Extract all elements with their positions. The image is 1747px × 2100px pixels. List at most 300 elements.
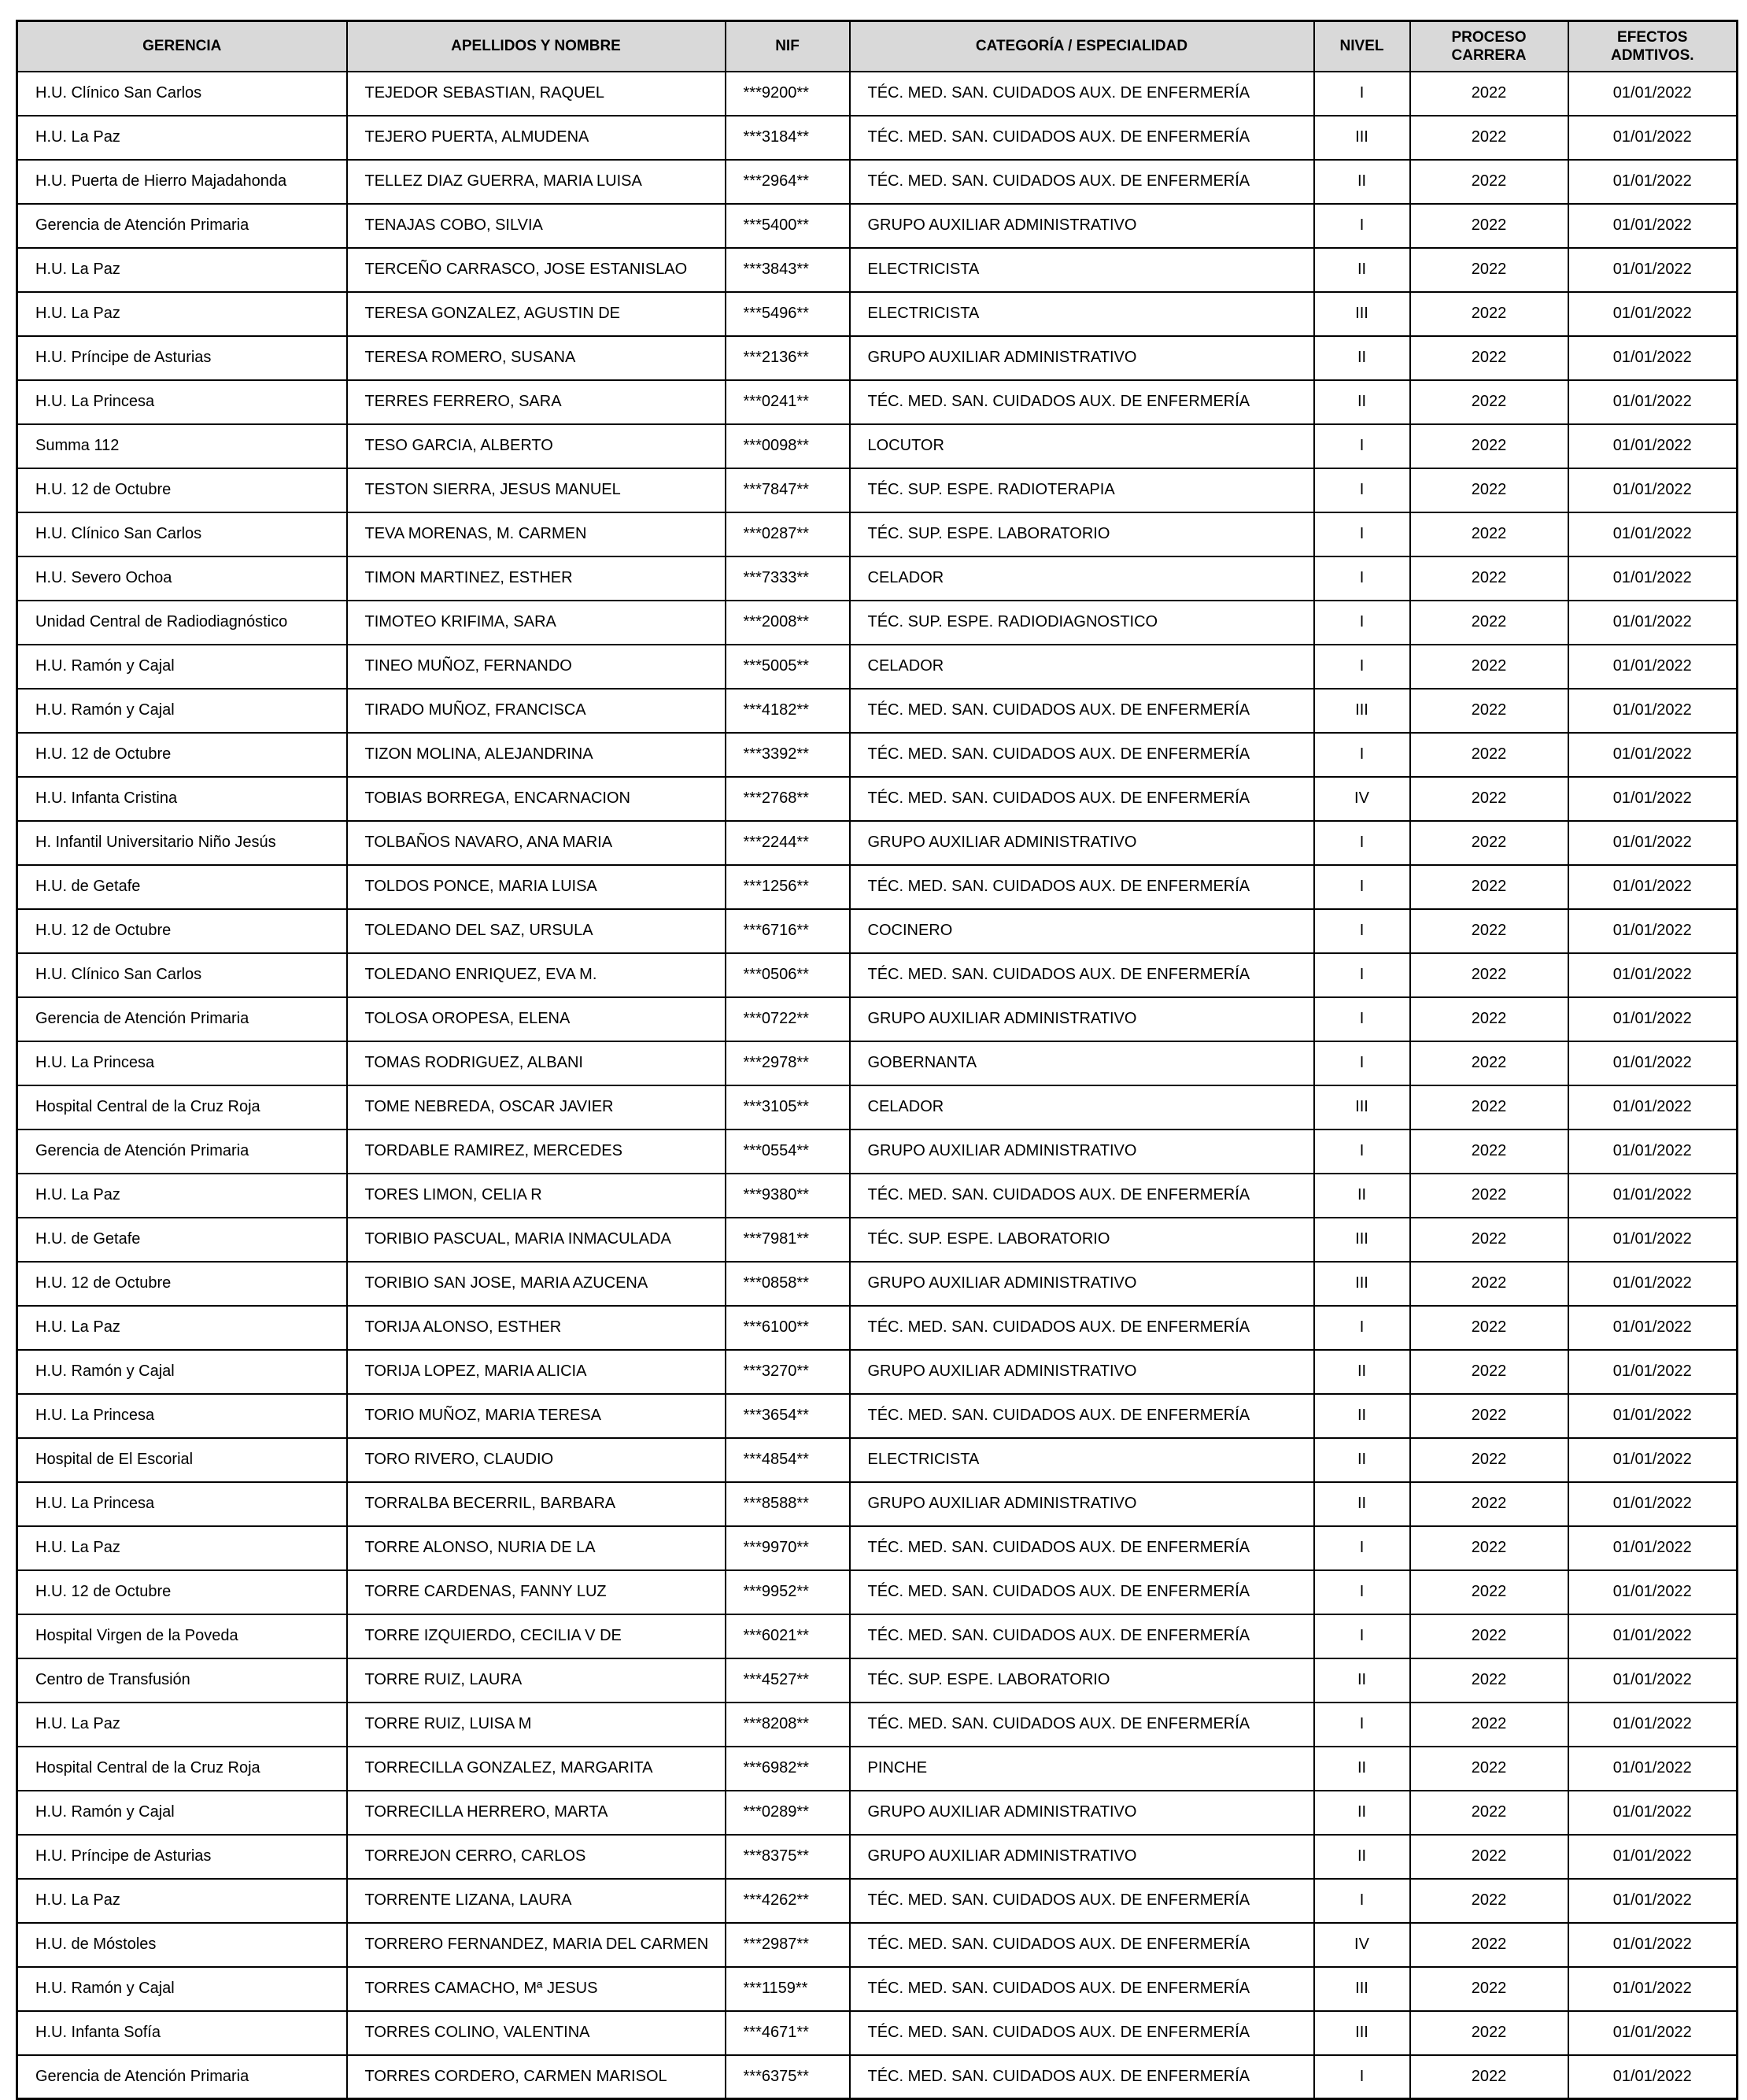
cell-nombre: TIMOTEO KRIFIMA, SARA	[347, 601, 726, 645]
cell-proceso: 2022	[1410, 1174, 1568, 1218]
cell-nif: ***4262**	[726, 1879, 850, 1923]
cell-nivel: I	[1314, 909, 1410, 953]
cell-gerencia: H.U. La Princesa	[17, 1394, 347, 1438]
cell-nombre: TENAJAS COBO, SILVIA	[347, 204, 726, 248]
cell-nivel: III	[1314, 116, 1410, 160]
cell-efectos: 01/01/2022	[1568, 1614, 1738, 1658]
table-header-row	[17, 21, 1738, 72]
header-proceso-line1: PROCESO	[1451, 28, 1527, 46]
cell-gerencia: H.U. 12 de Octubre	[17, 1570, 347, 1614]
cell-nivel: III	[1314, 1967, 1410, 2011]
cell-efectos: 01/01/2022	[1568, 1129, 1738, 1174]
cell-categoria: TÉC. MED. SAN. CUIDADOS AUX. DE ENFERMERÍA	[850, 1879, 1314, 1923]
table-row	[17, 1041, 1738, 1085]
cell-efectos: 01/01/2022	[1568, 1394, 1738, 1438]
cell-nif: ***3843**	[726, 248, 850, 292]
cell-categoria: TÉC. MED. SAN. CUIDADOS AUX. DE ENFERMERÍA	[850, 1306, 1314, 1350]
cell-categoria: TÉC. MED. SAN. CUIDADOS AUX. DE ENFERMERÍA	[850, 953, 1314, 997]
table-row	[17, 424, 1738, 468]
cell-nivel: III	[1314, 689, 1410, 733]
cell-efectos: 01/01/2022	[1568, 336, 1738, 380]
cell-efectos: 01/01/2022	[1568, 1703, 1738, 1747]
table-row	[17, 1658, 1738, 1703]
cell-nif: ***9952**	[726, 1570, 850, 1614]
table-row	[17, 1703, 1738, 1747]
cell-nivel: III	[1314, 1085, 1410, 1129]
cell-nombre: TESTON SIERRA, JESUS MANUEL	[347, 468, 726, 512]
cell-categoria: TÉC. SUP. ESPE. LABORATORIO	[850, 1218, 1314, 1262]
cell-nivel: I	[1314, 1129, 1410, 1174]
cell-proceso: 2022	[1410, 116, 1568, 160]
cell-nif: ***8208**	[726, 1703, 850, 1747]
cell-efectos: 01/01/2022	[1568, 953, 1738, 997]
cell-proceso: 2022	[1410, 292, 1568, 336]
cell-categoria: GRUPO AUXILIAR ADMINISTRATIVO	[850, 204, 1314, 248]
header-proceso-line2: CARRERA	[1451, 46, 1527, 64]
table-body	[17, 72, 1738, 2099]
cell-nivel: I	[1314, 512, 1410, 556]
cell-categoria: CELADOR	[850, 1085, 1314, 1129]
cell-nivel: I	[1314, 1614, 1410, 1658]
cell-nif: ***0098**	[726, 424, 850, 468]
cell-categoria: TÉC. MED. SAN. CUIDADOS AUX. DE ENFERMERÍA	[850, 1614, 1314, 1658]
cell-nif: ***5400**	[726, 204, 850, 248]
cell-nif: ***3654**	[726, 1394, 850, 1438]
table-row	[17, 204, 1738, 248]
cell-nif: ***2244**	[726, 821, 850, 865]
cell-nombre: TORREJON CERRO, CARLOS	[347, 1835, 726, 1879]
cell-gerencia: H.U. de Getafe	[17, 865, 347, 909]
cell-nivel: II	[1314, 1394, 1410, 1438]
cell-nombre: TORRECILLA HERRERO, MARTA	[347, 1791, 726, 1835]
cell-nombre: TOLOSA OROPESA, ELENA	[347, 997, 726, 1041]
cell-nombre: TORRE RUIZ, LUISA M	[347, 1703, 726, 1747]
cell-nivel: II	[1314, 160, 1410, 204]
cell-nivel: II	[1314, 1658, 1410, 1703]
cell-categoria: GRUPO AUXILIAR ADMINISTRATIVO	[850, 1791, 1314, 1835]
cell-proceso: 2022	[1410, 1394, 1568, 1438]
cell-proceso: 2022	[1410, 733, 1568, 777]
cell-nif: ***0722**	[726, 997, 850, 1041]
table-row	[17, 512, 1738, 556]
cell-nif: ***4527**	[726, 1658, 850, 1703]
cell-efectos: 01/01/2022	[1568, 1262, 1738, 1306]
cell-nombre: TORRE ALONSO, NURIA DE LA	[347, 1526, 726, 1570]
cell-nif: ***9380**	[726, 1174, 850, 1218]
cell-nombre: TERCEÑO CARRASCO, JOSE ESTANISLAO	[347, 248, 726, 292]
cell-nif: ***3392**	[726, 733, 850, 777]
cell-categoria: TÉC. MED. SAN. CUIDADOS AUX. DE ENFERMERÍA	[850, 865, 1314, 909]
cell-nivel: II	[1314, 336, 1410, 380]
table-row	[17, 733, 1738, 777]
cell-gerencia: Gerencia de Atención Primaria	[17, 1129, 347, 1174]
cell-proceso: 2022	[1410, 556, 1568, 601]
cell-efectos: 01/01/2022	[1568, 1174, 1738, 1218]
cell-categoria: TÉC. MED. SAN. CUIDADOS AUX. DE ENFERMERÍA	[850, 1967, 1314, 2011]
cell-nivel: II	[1314, 1174, 1410, 1218]
cell-proceso: 2022	[1410, 1218, 1568, 1262]
cell-nivel: III	[1314, 1218, 1410, 1262]
cell-gerencia: Summa 112	[17, 424, 347, 468]
cell-efectos: 01/01/2022	[1568, 72, 1738, 116]
cell-gerencia: H.U. 12 de Octubre	[17, 909, 347, 953]
header-gerencia: GERENCIA	[17, 21, 347, 72]
cell-nombre: TELLEZ DIAZ GUERRA, MARIA LUISA	[347, 160, 726, 204]
cell-categoria: TÉC. MED. SAN. CUIDADOS AUX. DE ENFERMERÍA	[850, 1526, 1314, 1570]
cell-nif: ***1256**	[726, 865, 850, 909]
cell-nivel: I	[1314, 556, 1410, 601]
cell-nif: ***6100**	[726, 1306, 850, 1350]
cell-proceso: 2022	[1410, 204, 1568, 248]
cell-categoria: TÉC. SUP. ESPE. RADIODIAGNOSTICO	[850, 601, 1314, 645]
cell-gerencia: Hospital Central de la Cruz Roja	[17, 1085, 347, 1129]
cell-nombre: TORO RIVERO, CLAUDIO	[347, 1438, 726, 1482]
cell-nombre: TIMON MARTINEZ, ESTHER	[347, 556, 726, 601]
cell-gerencia: H.U. 12 de Octubre	[17, 733, 347, 777]
cell-nombre: TINEO MUÑOZ, FERNANDO	[347, 645, 726, 689]
table-row	[17, 1791, 1738, 1835]
cell-gerencia: Gerencia de Atención Primaria	[17, 2055, 347, 2099]
cell-efectos: 01/01/2022	[1568, 468, 1738, 512]
table-row	[17, 468, 1738, 512]
cell-nivel: II	[1314, 1747, 1410, 1791]
cell-proceso: 2022	[1410, 1438, 1568, 1482]
cell-nombre: TORIBIO PASCUAL, MARIA INMACULADA	[347, 1218, 726, 1262]
cell-categoria: TÉC. MED. SAN. CUIDADOS AUX. DE ENFERMERÍA	[850, 116, 1314, 160]
cell-proceso: 2022	[1410, 1041, 1568, 1085]
cell-nombre: TORRES COLINO, VALENTINA	[347, 2011, 726, 2055]
table-row	[17, 1262, 1738, 1306]
cell-nombre: TERESA GONZALEZ, AGUSTIN DE	[347, 292, 726, 336]
cell-gerencia: H.U. La Paz	[17, 1526, 347, 1570]
cell-nif: ***0289**	[726, 1791, 850, 1835]
cell-efectos: 01/01/2022	[1568, 204, 1738, 248]
cell-categoria: ELECTRICISTA	[850, 292, 1314, 336]
cell-nivel: I	[1314, 645, 1410, 689]
cell-nombre: TOME NEBREDA, OSCAR JAVIER	[347, 1085, 726, 1129]
cell-efectos: 01/01/2022	[1568, 1923, 1738, 1967]
cell-categoria: GRUPO AUXILIAR ADMINISTRATIVO	[850, 1835, 1314, 1879]
cell-categoria: TÉC. MED. SAN. CUIDADOS AUX. DE ENFERMERÍA	[850, 1174, 1314, 1218]
cell-nivel: II	[1314, 380, 1410, 424]
table-row	[17, 116, 1738, 160]
table-row	[17, 1879, 1738, 1923]
cell-nivel: I	[1314, 72, 1410, 116]
cell-nombre: TEJEDOR SEBASTIAN, RAQUEL	[347, 72, 726, 116]
cell-gerencia: H.U. 12 de Octubre	[17, 1262, 347, 1306]
cell-proceso: 2022	[1410, 601, 1568, 645]
cell-categoria: PINCHE	[850, 1747, 1314, 1791]
cell-nif: ***6716**	[726, 909, 850, 953]
table-row	[17, 292, 1738, 336]
cell-categoria: TÉC. SUP. ESPE. LABORATORIO	[850, 1658, 1314, 1703]
cell-efectos: 01/01/2022	[1568, 1041, 1738, 1085]
table-row	[17, 777, 1738, 821]
cell-nivel: IV	[1314, 1923, 1410, 1967]
table-row	[17, 72, 1738, 116]
header-proceso	[1410, 21, 1568, 72]
cell-gerencia: H. Infantil Universitario Niño Jesús	[17, 821, 347, 865]
cell-nivel: I	[1314, 2055, 1410, 2099]
cell-categoria: GRUPO AUXILIAR ADMINISTRATIVO	[850, 1262, 1314, 1306]
cell-categoria: ELECTRICISTA	[850, 248, 1314, 292]
cell-nombre: TORRES CAMACHO, Mª JESUS	[347, 1967, 726, 2011]
cell-nif: ***8588**	[726, 1482, 850, 1526]
table-row	[17, 1438, 1738, 1482]
cell-efectos: 01/01/2022	[1568, 865, 1738, 909]
cell-nombre: TOLBAÑOS NAVARO, ANA MARIA	[347, 821, 726, 865]
cell-proceso: 2022	[1410, 1614, 1568, 1658]
cell-gerencia: H.U. Príncipe de Asturias	[17, 1835, 347, 1879]
cell-nif: ***7333**	[726, 556, 850, 601]
cell-proceso: 2022	[1410, 689, 1568, 733]
cell-proceso: 2022	[1410, 1570, 1568, 1614]
cell-nif: ***5005**	[726, 645, 850, 689]
cell-proceso: 2022	[1410, 468, 1568, 512]
cell-gerencia: H.U. Ramón y Cajal	[17, 645, 347, 689]
cell-nif: ***2136**	[726, 336, 850, 380]
cell-efectos: 01/01/2022	[1568, 1791, 1738, 1835]
header-nombre: APELLIDOS Y NOMBRE	[347, 21, 726, 72]
cell-nombre: TERESA ROMERO, SUSANA	[347, 336, 726, 380]
cell-efectos: 01/01/2022	[1568, 1306, 1738, 1350]
cell-proceso: 2022	[1410, 1526, 1568, 1570]
cell-efectos: 01/01/2022	[1568, 2055, 1738, 2099]
cell-proceso: 2022	[1410, 1658, 1568, 1703]
cell-proceso: 2022	[1410, 1085, 1568, 1129]
cell-nombre: TORRE RUIZ, LAURA	[347, 1658, 726, 1703]
cell-efectos: 01/01/2022	[1568, 1879, 1738, 1923]
cell-categoria: TÉC. MED. SAN. CUIDADOS AUX. DE ENFERMERÍA	[850, 72, 1314, 116]
cell-categoria: LOCUTOR	[850, 424, 1314, 468]
cell-proceso: 2022	[1410, 1835, 1568, 1879]
table-row	[17, 248, 1738, 292]
cell-nivel: I	[1314, 424, 1410, 468]
cell-efectos: 01/01/2022	[1568, 292, 1738, 336]
cell-proceso: 2022	[1410, 1967, 1568, 2011]
cell-nivel: II	[1314, 1438, 1410, 1482]
personnel-table	[16, 20, 1738, 2100]
cell-gerencia: H.U. Ramón y Cajal	[17, 1791, 347, 1835]
cell-efectos: 01/01/2022	[1568, 777, 1738, 821]
cell-nombre: TORRES CORDERO, CARMEN MARISOL	[347, 2055, 726, 2099]
cell-nif: ***8375**	[726, 1835, 850, 1879]
table-row	[17, 909, 1738, 953]
header-efectos	[1568, 21, 1738, 72]
cell-nombre: TOLDOS PONCE, MARIA LUISA	[347, 865, 726, 909]
cell-nombre: TOMAS RODRIGUEZ, ALBANI	[347, 1041, 726, 1085]
cell-gerencia: H.U. Ramón y Cajal	[17, 689, 347, 733]
cell-gerencia: H.U. Infanta Sofía	[17, 2011, 347, 2055]
table-row	[17, 601, 1738, 645]
cell-efectos: 01/01/2022	[1568, 1438, 1738, 1482]
cell-efectos: 01/01/2022	[1568, 1085, 1738, 1129]
cell-nivel: I	[1314, 1306, 1410, 1350]
cell-categoria: TÉC. SUP. ESPE. RADIOTERAPIA	[850, 468, 1314, 512]
cell-nombre: TORRECILLA GONZALEZ, MARGARITA	[347, 1747, 726, 1791]
cell-proceso: 2022	[1410, 1262, 1568, 1306]
cell-gerencia: H.U. de Getafe	[17, 1218, 347, 1262]
cell-proceso: 2022	[1410, 424, 1568, 468]
cell-nivel: I	[1314, 468, 1410, 512]
table-row	[17, 865, 1738, 909]
cell-gerencia: H.U. de Móstoles	[17, 1923, 347, 1967]
cell-gerencia: H.U. La Princesa	[17, 380, 347, 424]
cell-efectos: 01/01/2022	[1568, 821, 1738, 865]
cell-gerencia: H.U. La Paz	[17, 1306, 347, 1350]
cell-proceso: 2022	[1410, 336, 1568, 380]
cell-efectos: 01/01/2022	[1568, 160, 1738, 204]
table-row	[17, 953, 1738, 997]
cell-categoria: TÉC. MED. SAN. CUIDADOS AUX. DE ENFERMERÍA	[850, 160, 1314, 204]
cell-gerencia: H.U. La Paz	[17, 1703, 347, 1747]
cell-nif: ***9200**	[726, 72, 850, 116]
cell-nif: ***3270**	[726, 1350, 850, 1394]
cell-nivel: I	[1314, 1703, 1410, 1747]
cell-nombre: TIRADO MUÑOZ, FRANCISCA	[347, 689, 726, 733]
cell-proceso: 2022	[1410, 1129, 1568, 1174]
cell-nivel: I	[1314, 1570, 1410, 1614]
cell-proceso: 2022	[1410, 1791, 1568, 1835]
table-row	[17, 1967, 1738, 2011]
table-row	[17, 1923, 1738, 1967]
cell-nombre: TORIJA LOPEZ, MARIA ALICIA	[347, 1350, 726, 1394]
cell-proceso: 2022	[1410, 821, 1568, 865]
cell-gerencia: H.U. La Paz	[17, 248, 347, 292]
cell-proceso: 2022	[1410, 1350, 1568, 1394]
cell-nombre: TOBIAS BORREGA, ENCARNACION	[347, 777, 726, 821]
cell-proceso: 2022	[1410, 1306, 1568, 1350]
cell-nif: ***4671**	[726, 2011, 850, 2055]
cell-efectos: 01/01/2022	[1568, 1526, 1738, 1570]
cell-gerencia: H.U. Príncipe de Asturias	[17, 336, 347, 380]
cell-nif: ***2768**	[726, 777, 850, 821]
cell-nif: ***6982**	[726, 1747, 850, 1791]
cell-nivel: II	[1314, 1835, 1410, 1879]
cell-nivel: I	[1314, 821, 1410, 865]
table-row	[17, 1394, 1738, 1438]
table-row	[17, 689, 1738, 733]
cell-gerencia: H.U. La Paz	[17, 1879, 347, 1923]
cell-nif: ***6021**	[726, 1614, 850, 1658]
cell-nombre: TEVA MORENAS, M. CARMEN	[347, 512, 726, 556]
cell-efectos: 01/01/2022	[1568, 380, 1738, 424]
cell-gerencia: H.U. Clínico San Carlos	[17, 72, 347, 116]
cell-proceso: 2022	[1410, 1923, 1568, 1967]
cell-proceso: 2022	[1410, 248, 1568, 292]
cell-categoria: TÉC. MED. SAN. CUIDADOS AUX. DE ENFERMERÍA	[850, 689, 1314, 733]
cell-proceso: 2022	[1410, 1879, 1568, 1923]
cell-nombre: TIZON MOLINA, ALEJANDRINA	[347, 733, 726, 777]
cell-proceso: 2022	[1410, 160, 1568, 204]
cell-nombre: TORDABLE RAMIREZ, MERCEDES	[347, 1129, 726, 1174]
cell-categoria: GOBERNANTA	[850, 1041, 1314, 1085]
cell-efectos: 01/01/2022	[1568, 116, 1738, 160]
cell-efectos: 01/01/2022	[1568, 2011, 1738, 2055]
table-row	[17, 380, 1738, 424]
cell-nombre: TOLEDANO DEL SAZ, URSULA	[347, 909, 726, 953]
cell-nivel: I	[1314, 865, 1410, 909]
cell-nombre: TORRERO FERNANDEZ, MARIA DEL CARMEN	[347, 1923, 726, 1967]
cell-nombre: TOLEDANO ENRIQUEZ, EVA M.	[347, 953, 726, 997]
cell-categoria: COCINERO	[850, 909, 1314, 953]
cell-nif: ***7981**	[726, 1218, 850, 1262]
table-row	[17, 1218, 1738, 1262]
cell-efectos: 01/01/2022	[1568, 1835, 1738, 1879]
cell-proceso: 2022	[1410, 380, 1568, 424]
cell-nivel: III	[1314, 1262, 1410, 1306]
cell-gerencia: Gerencia de Atención Primaria	[17, 997, 347, 1041]
cell-categoria: TÉC. MED. SAN. CUIDADOS AUX. DE ENFERMERÍA	[850, 1703, 1314, 1747]
cell-nivel: I	[1314, 1879, 1410, 1923]
cell-proceso: 2022	[1410, 997, 1568, 1041]
cell-categoria: TÉC. MED. SAN. CUIDADOS AUX. DE ENFERMERÍA	[850, 1570, 1314, 1614]
cell-nif: ***2964**	[726, 160, 850, 204]
cell-nif: ***2987**	[726, 1923, 850, 1967]
cell-nivel: I	[1314, 1526, 1410, 1570]
cell-gerencia: Unidad Central de Radiodiagnóstico	[17, 601, 347, 645]
header-nivel: NIVEL	[1314, 21, 1410, 72]
table-row	[17, 1747, 1738, 1791]
cell-efectos: 01/01/2022	[1568, 512, 1738, 556]
table-row	[17, 2011, 1738, 2055]
cell-efectos: 01/01/2022	[1568, 909, 1738, 953]
cell-categoria: ELECTRICISTA	[850, 1438, 1314, 1482]
cell-efectos: 01/01/2022	[1568, 556, 1738, 601]
cell-gerencia: H.U. Puerta de Hierro Majadahonda	[17, 160, 347, 204]
cell-nivel: I	[1314, 601, 1410, 645]
cell-nivel: II	[1314, 248, 1410, 292]
cell-efectos: 01/01/2022	[1568, 248, 1738, 292]
cell-nombre: TORIBIO SAN JOSE, MARIA AZUCENA	[347, 1262, 726, 1306]
header-nif: NIF	[726, 21, 850, 72]
table-row	[17, 1614, 1738, 1658]
table-row	[17, 1835, 1738, 1879]
cell-proceso: 2022	[1410, 2055, 1568, 2099]
table-row	[17, 821, 1738, 865]
table-row	[17, 1085, 1738, 1129]
cell-nif: ***3184**	[726, 116, 850, 160]
cell-nivel: III	[1314, 2011, 1410, 2055]
cell-nombre: TORRENTE LIZANA, LAURA	[347, 1879, 726, 1923]
cell-nombre: TORRALBA BECERRIL, BARBARA	[347, 1482, 726, 1526]
cell-gerencia: H.U. Ramón y Cajal	[17, 1350, 347, 1394]
cell-nivel: I	[1314, 997, 1410, 1041]
cell-gerencia: H.U. Infanta Cristina	[17, 777, 347, 821]
cell-nif: ***4854**	[726, 1438, 850, 1482]
table-row	[17, 1526, 1738, 1570]
cell-nif: ***9970**	[726, 1526, 850, 1570]
cell-efectos: 01/01/2022	[1568, 1658, 1738, 1703]
cell-nif: ***0241**	[726, 380, 850, 424]
table-row	[17, 1306, 1738, 1350]
cell-categoria: GRUPO AUXILIAR ADMINISTRATIVO	[850, 821, 1314, 865]
cell-proceso: 2022	[1410, 2011, 1568, 2055]
cell-categoria: TÉC. MED. SAN. CUIDADOS AUX. DE ENFERMERÍA	[850, 1394, 1314, 1438]
cell-nivel: I	[1314, 733, 1410, 777]
cell-gerencia: Hospital Central de la Cruz Roja	[17, 1747, 347, 1791]
cell-gerencia: H.U. Severo Ochoa	[17, 556, 347, 601]
cell-gerencia: H.U. Clínico San Carlos	[17, 512, 347, 556]
cell-gerencia: Hospital Virgen de la Poveda	[17, 1614, 347, 1658]
cell-nivel: I	[1314, 953, 1410, 997]
header-categoria: CATEGORÍA / ESPECIALIDAD	[850, 21, 1314, 72]
cell-gerencia: Centro de Transfusión	[17, 1658, 347, 1703]
cell-categoria: GRUPO AUXILIAR ADMINISTRATIVO	[850, 1129, 1314, 1174]
cell-nif: ***0506**	[726, 953, 850, 997]
cell-categoria: CELADOR	[850, 645, 1314, 689]
cell-categoria: TÉC. SUP. ESPE. LABORATORIO	[850, 512, 1314, 556]
